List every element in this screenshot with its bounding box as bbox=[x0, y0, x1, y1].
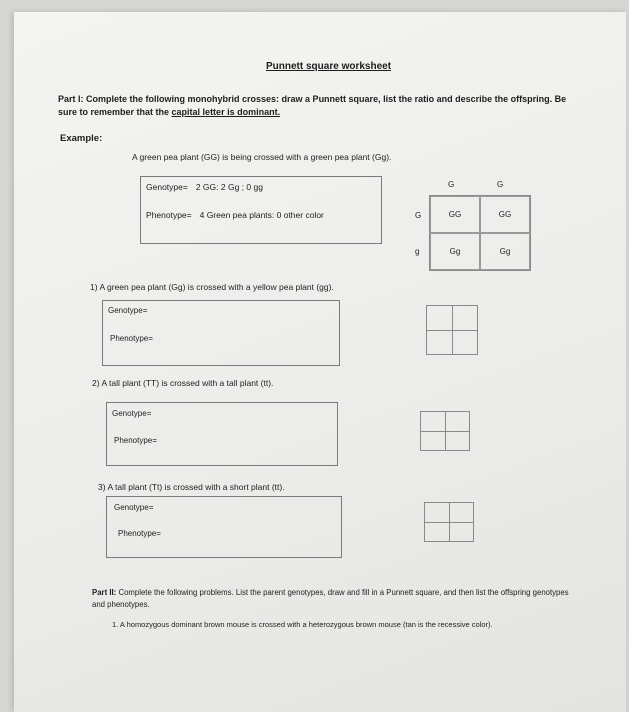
part2-question-1: 1. A homozygous dominant brown mouse is crossed with a heterozygous brown mouse (tan is the recessive color). bbox=[112, 620, 493, 629]
punnett-cell: Gg bbox=[480, 233, 530, 270]
example-genotype-label: Genotype= bbox=[146, 182, 188, 192]
part1-instructions bbox=[58, 93, 578, 119]
question-2-genotype-label: Genotype= bbox=[112, 409, 152, 418]
part2-label: Part II: bbox=[92, 588, 117, 597]
example-phenotype bbox=[146, 210, 324, 220]
punnett-side-allele-1: G bbox=[415, 211, 422, 220]
part1-label: Part I: bbox=[58, 94, 84, 104]
punnett-top-allele-2: G bbox=[497, 180, 504, 189]
worksheet-page bbox=[14, 12, 626, 712]
punnett-cell: Gg bbox=[430, 233, 480, 270]
part1-text: Complete the following monohybrid crosses: draw a Punnett square, list the ratio and describe the offspring. Be sure to remember that the bbox=[58, 94, 567, 117]
part2-text: Complete the following problems. List the parent genotypes, draw and fill in a Punnett square, and then list the offspring genotypes and phenotypes. bbox=[92, 588, 569, 609]
page-title: Punnett square worksheet bbox=[266, 61, 392, 72]
punnett-side-allele-2: g bbox=[415, 247, 420, 256]
example-genotype bbox=[146, 182, 263, 192]
punnett-cell: GG bbox=[430, 196, 480, 233]
example-phenotype-label: Phenotype= bbox=[146, 210, 192, 220]
question-3-genotype-label: Genotype= bbox=[114, 503, 154, 512]
punnett-cell: GG bbox=[480, 196, 530, 233]
example-phenotype-value: 4 Green pea plants: 0 other color bbox=[199, 210, 324, 220]
question-3-phenotype-label: Phenotype= bbox=[118, 529, 161, 538]
example-punnett-square bbox=[429, 195, 531, 271]
question-3-text: 3) A tall plant (Tt) is crossed with a short plant (tt). bbox=[98, 482, 285, 492]
part2-instructions bbox=[92, 587, 572, 611]
question-1-text: 1) A green pea plant (Gg) is crossed with a yellow pea plant (gg). bbox=[90, 282, 334, 292]
question-2-phenotype-label: Phenotype= bbox=[114, 436, 157, 445]
question-2-punnett-square bbox=[420, 411, 470, 451]
punnett-top-allele-1: G bbox=[448, 180, 455, 189]
example-description: A green pea plant (GG) is being crossed with a green pea plant (Gg). bbox=[132, 152, 392, 162]
example-genotype-value: 2 GG: 2 Gg ; 0 gg bbox=[195, 182, 263, 192]
question-1-genotype-label: Genotype= bbox=[108, 306, 148, 315]
part1-emphasis: capital letter is dominant. bbox=[171, 107, 281, 117]
question-1-punnett-square bbox=[426, 305, 478, 355]
question-1-phenotype-label: Phenotype= bbox=[110, 334, 153, 343]
example-label: Example: bbox=[60, 133, 103, 144]
question-2-text: 2) A tall plant (TT) is crossed with a tall plant (tt). bbox=[92, 378, 274, 388]
question-3-punnett-square bbox=[424, 502, 474, 542]
